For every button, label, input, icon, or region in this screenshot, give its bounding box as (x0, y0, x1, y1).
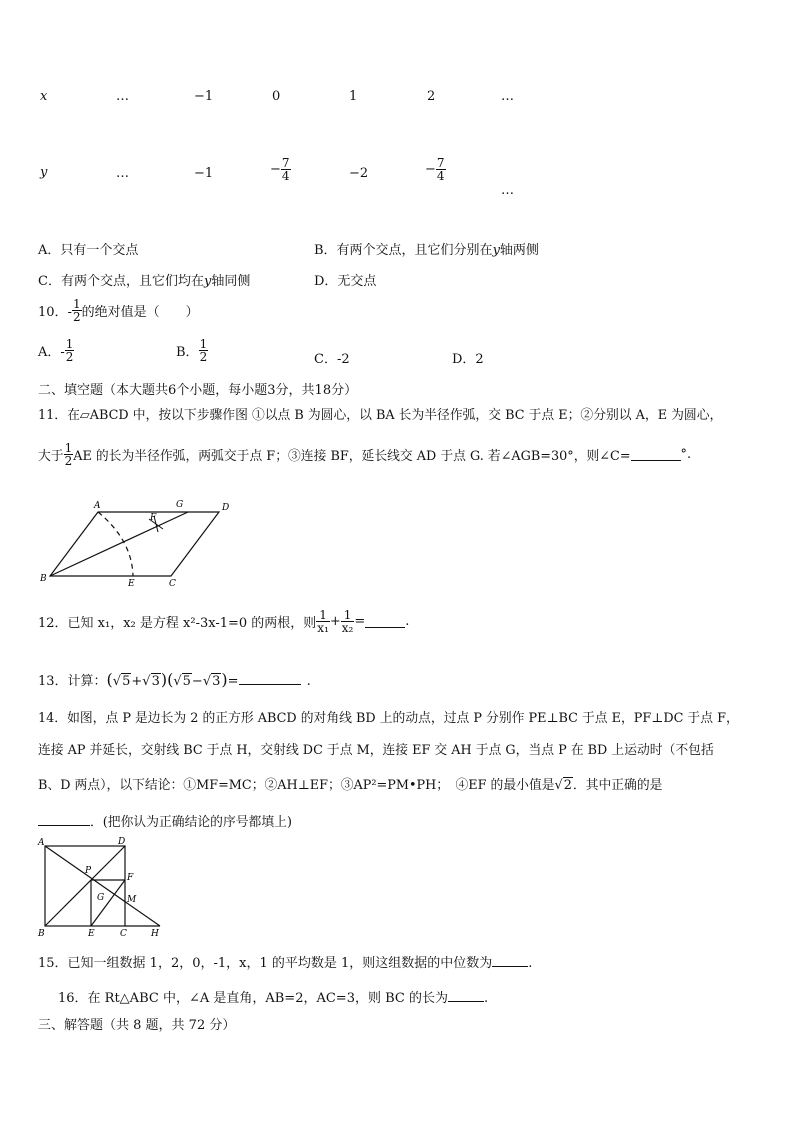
table-y-cell: −1 (194, 166, 214, 181)
svg-text:B: B (38, 929, 45, 938)
q10-stem: 10．- $\frac{1}{2}$ 的绝对值是（ ） (38, 297, 199, 324)
q14-line3: B、D 两点），以下结论：①MF=MC；②AH⊥EF；③AP²=PM•PH； ④EF 的最小值是√2．其中正确的是 (38, 778, 663, 793)
parallelogram-figure (36, 498, 236, 590)
q15: 15．已知一组数据 1，2，0，-1，x，1 的平均数是 1，则这组数据的中位数为 . (38, 956, 533, 971)
svg-text:C: C (169, 579, 176, 589)
svg-text:A: A (94, 501, 101, 511)
svg-text:B: B (40, 574, 47, 584)
answer-blank (38, 813, 90, 826)
q9-option-b: B．有两个交点，且它们分别在y轴两侧 (314, 243, 539, 258)
q11-line1: 11．在▱ABCD 中，按以下步骤作图 ①以点 B 为圆心，以 BA 长为半径作弧，交 BC 于点 E；②分别以 A，E 为圆心， (38, 408, 723, 423)
svg-text:M: M (127, 895, 137, 905)
svg-text:F: F (150, 513, 157, 523)
answer-blank (631, 448, 681, 461)
q10-option-c: C．-2 (314, 352, 350, 367)
square-figure (36, 836, 166, 938)
answer-blank (492, 954, 528, 967)
svg-text:G: G (176, 500, 184, 510)
section-heading: 三、解答题（共 8 题，共 72 分） (38, 1018, 236, 1033)
answer-blank (448, 989, 484, 1002)
svg-text:F: F (127, 873, 134, 883)
section-heading: 二、填空题（本大题共6个小题，每小题3分，共18分） (38, 383, 358, 398)
svg-text:E: E (128, 579, 135, 589)
answer-blank (239, 672, 301, 685)
table-y-fraction: − $\frac{7}{4}$ (425, 156, 445, 183)
q14-line2: 连接 AP 并延长，交射线 BC 于点 H，交射线 DC 于点 M，连接 EF 交 AH 于点 G，当点 P 在 BD 上运动时（不包括 (38, 743, 714, 758)
q9-option-c: C．有两个交点，且它们均在y轴同侧 (38, 274, 251, 289)
svg-text:C: C (120, 929, 127, 938)
svg-text:E: E (88, 929, 95, 938)
q12: 12．已知 x₁，x₂ 是方程 x²-3x-1=0 的两根，则 $\frac{1}{\text{x₁}}$ + $\frac{1}{\text{x₂}}$ = . (38, 608, 410, 635)
q14-line4: ．(把你认为正确结论的序号都填上) (38, 811, 292, 830)
svg-text:D: D (118, 837, 126, 847)
svg-text:A: A (38, 838, 45, 848)
q10-option-b: B． $\frac{1}{2}$ (176, 337, 208, 364)
q9-option-a: A．只有一个交点 (38, 243, 139, 258)
table-x-label: x (40, 89, 48, 104)
q10-option-a: A．- $\frac{1}{2}$ (38, 337, 74, 364)
q16: 16．在 Rt△ABC 中，∠A 是直角，AB=2，AC=3，则 BC 的长为 . (58, 991, 489, 1006)
table-y-cell: … (116, 166, 129, 181)
q14-line1: 14．如图，点 P 是边长为 2 的正方形 ABCD 的对角线 BD 上的动点，过点 P 分别作 PE⊥BC 于点 E，PF⊥DC 于点 F， (38, 711, 739, 726)
table-y-cell: … (501, 183, 514, 198)
q9-option-d: D．无交点 (314, 274, 377, 289)
table-y-label: y (40, 165, 48, 180)
table-x-cell: 2 (427, 89, 436, 104)
table-x-cell: 0 (272, 89, 281, 104)
answer-blank (365, 615, 405, 628)
svg-text:G: G (97, 893, 105, 903)
table-x-cell: −1 (194, 89, 214, 104)
table-y-fraction: − $\frac{7}{4}$ (270, 156, 290, 183)
svg-text:D: D (222, 503, 230, 513)
table-x-cell: 1 (349, 89, 358, 104)
q13: 13．计算：(√5+√3)(√5−√3)= . (38, 670, 311, 689)
q10-option-d: D．2 (452, 352, 484, 367)
table-y-cell: −2 (349, 166, 369, 181)
table-x-cell: … (501, 89, 514, 104)
q11-line2: 大于 $\frac{1}{2}$ AE 的长为半径作弧，两弧交于点 F；③连接 BF，延长线交 AD 于点 G. 若∠AGB=30°，则∠C= °. (38, 441, 692, 468)
table-x-cell: … (116, 89, 129, 104)
svg-text:P: P (85, 866, 92, 876)
svg-text:H: H (151, 929, 159, 938)
